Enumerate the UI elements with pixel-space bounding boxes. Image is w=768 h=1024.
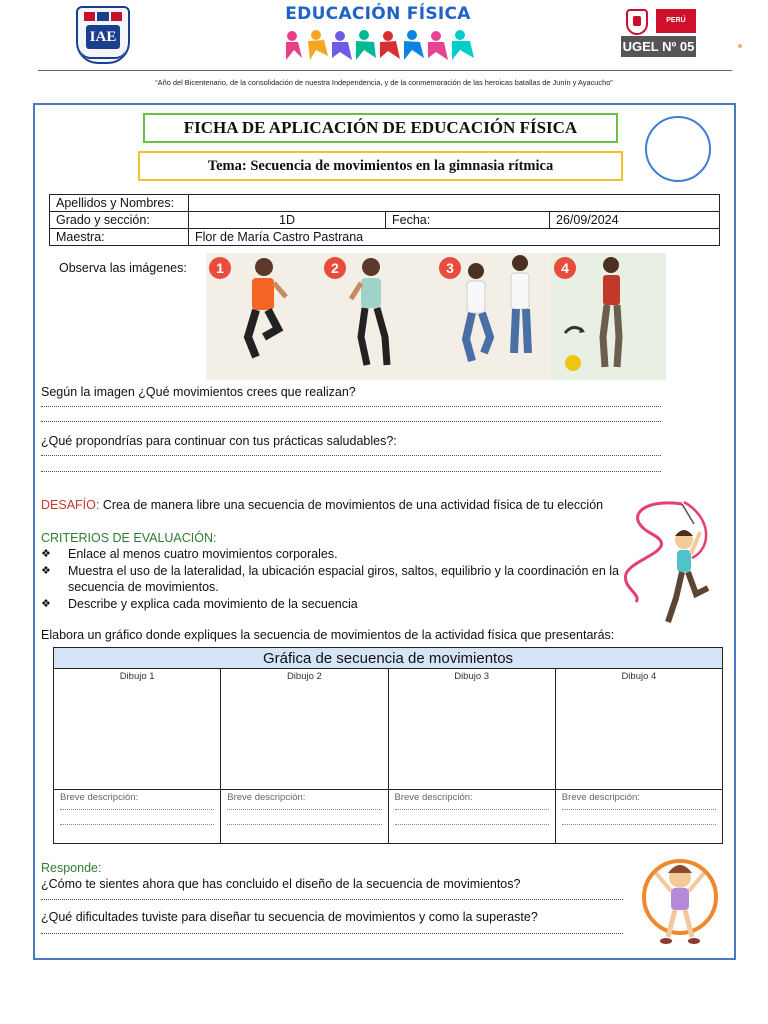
criteria-heading: CRITERIOS DE EVALUACIÓN: [41, 531, 217, 545]
description-line[interactable] [227, 807, 381, 810]
teacher-label: Maestra: [50, 229, 189, 246]
answer-line-1a[interactable] [41, 403, 661, 407]
respond-heading: Responde: [41, 861, 102, 875]
challenge [41, 498, 603, 512]
description-line[interactable] [562, 822, 716, 825]
peru-flag: PERÚ [656, 9, 696, 33]
criteria-item: ❖ Enlace al menos cuatro movimientos corporales. [41, 546, 621, 563]
ugel-badge: UGEL Nº 05 [621, 36, 696, 57]
grade-label: Grado y sección: [50, 212, 189, 229]
names-label: Apellidos y Nombres: [50, 195, 189, 212]
question-2: ¿Qué propondrías para continuar con tus prácticas saludables?: [41, 434, 397, 448]
movement-step-1-image [206, 253, 321, 380]
description-line[interactable] [395, 807, 549, 810]
school-logo [76, 6, 130, 64]
description-label: Breve descripción: [394, 792, 473, 803]
teacher-field: Flor de María Castro Pastrana [189, 229, 720, 246]
drawing-cell-3[interactable] [389, 669, 556, 843]
drawing-cell-1[interactable] [54, 669, 221, 843]
worksheet-topic: Tema: Secuencia de movimientos en la gimnasia rítmica [138, 151, 623, 181]
respond-answer-line-2[interactable] [41, 930, 623, 934]
movement-step-3-image [436, 253, 551, 380]
drawing-label: Dibujo 2 [286, 671, 322, 682]
observe-label: Observa las imágenes: [59, 261, 187, 275]
step-1-number: 1 [216, 260, 224, 276]
hoop-girl-illustration [640, 853, 720, 949]
step-4-number: 4 [561, 260, 569, 276]
description-line[interactable] [395, 822, 549, 825]
drawing-cell-2[interactable] [221, 669, 388, 843]
grade-circle [645, 116, 711, 182]
worksheet-title: FICHA DE APLICACIÓN DE EDUCACIÓN FÍSICA [143, 113, 618, 143]
grade-field[interactable]: 1D [189, 212, 386, 229]
peru-shield-icon [626, 9, 648, 35]
drawing-label: Dibujo 3 [454, 671, 490, 682]
subject-title: EDUCACIÓN FÍSICA [285, 4, 471, 24]
movement-step-4-image [551, 253, 666, 380]
answer-line-2b[interactable] [41, 468, 661, 472]
description-label: Breve descripción: [60, 792, 139, 803]
movement-step-2-image [321, 253, 436, 380]
answer-line-2a[interactable] [41, 452, 661, 456]
respond-question-2: ¿Qué dificultades tuviste para diseñar tu secuencia de movimientos y como la superaste? [41, 910, 538, 924]
year-motto: “Año del Bicentenario, de la consolidación de nuestra Independencia, y de la conmemoración de las heroicas batallas de Junín y Ayacucho” [155, 78, 613, 87]
school-logo-text: IAE [86, 25, 120, 49]
ribbon-gymnast-illustration [622, 498, 720, 630]
decorative-dot [738, 44, 742, 48]
sequence-graphic-table [53, 647, 723, 844]
movement-sequence-image [206, 253, 666, 380]
date-label: Fecha: [386, 212, 550, 229]
answer-line-1b[interactable] [41, 418, 661, 422]
description-label: Breve descripción: [561, 792, 640, 803]
athletes-banner-image [282, 28, 478, 62]
description-line[interactable] [227, 822, 381, 825]
drawing-label: Dibujo 4 [621, 671, 657, 682]
names-field[interactable] [189, 195, 720, 212]
elaborate-instruction: Elabora un gráfico donde expliques la secuencia de movimientos de la actividad física que presentarás: [41, 628, 615, 642]
step-2-number: 2 [331, 260, 339, 276]
graphic-title: Gráfica de secuencia de movimientos [54, 648, 722, 669]
description-label: Breve descripción: [227, 792, 306, 803]
criteria-item: ❖ Describe y explica cada movimiento de la secuencia [41, 596, 621, 613]
step-3-number: 3 [446, 260, 454, 276]
header-divider [38, 70, 732, 71]
drawing-label: Dibujo 1 [119, 671, 155, 682]
description-line[interactable] [60, 822, 214, 825]
student-info-table [49, 194, 720, 246]
challenge-text: Crea de manera libre una secuencia de movimientos de una actividad física de tu elección [99, 498, 604, 512]
criteria-item: ❖ Muestra el uso de la lateralidad, la ubicación espacial giros, saltos, equilibrio y la coordinación en la secuencia de movimientos. [41, 563, 621, 596]
date-field[interactable]: 26/09/2024 [550, 212, 720, 229]
drawing-cell-4[interactable] [556, 669, 722, 843]
question-1: Según la imagen ¿Qué movimientos crees que realizan? [41, 385, 356, 399]
respond-answer-line-1[interactable] [41, 896, 623, 900]
description-line[interactable] [60, 807, 214, 810]
challenge-label: DESAFÍO: [41, 498, 100, 512]
criteria-list [41, 546, 621, 612]
respond-question-1: ¿Cómo te sientes ahora que has concluido el diseño de la secuencia de movimientos? [41, 877, 521, 891]
description-line[interactable] [562, 807, 716, 810]
